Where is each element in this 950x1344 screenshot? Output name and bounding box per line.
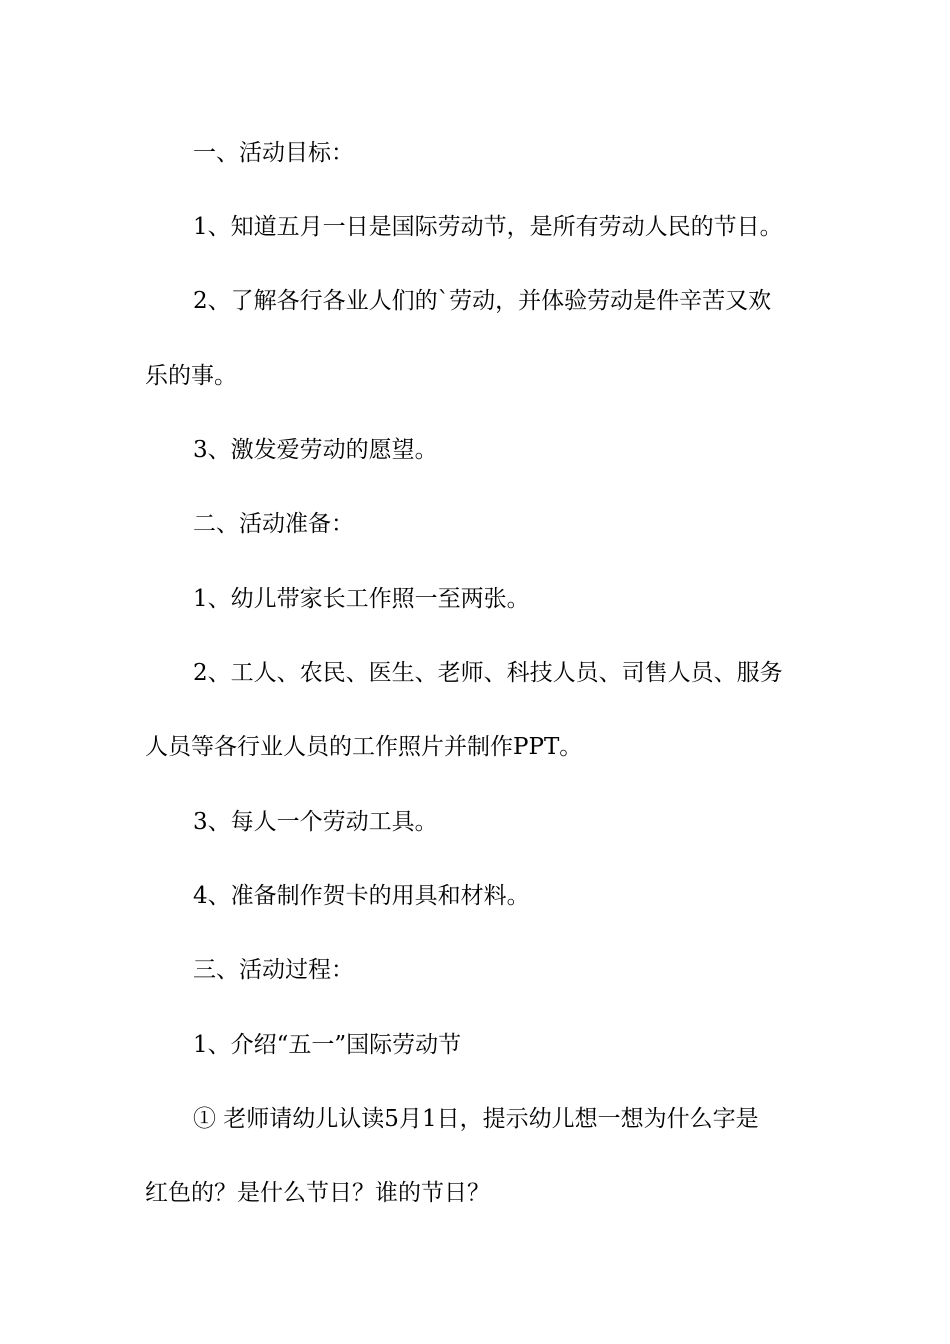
- section-heading-goals: 一、活动目标：: [193, 140, 354, 166]
- process-subitem-1: ① 老师请幼儿认读5月1日，提示幼儿想一想为什么字是: [193, 1106, 759, 1132]
- preparation-item-4: 4、准备制作贺卡的用具和材料。: [193, 883, 530, 909]
- process-item-1: 1、介绍“五一”国际劳动节: [193, 1032, 462, 1058]
- preparation-item-1: 1、幼儿带家长工作照一至两张。: [193, 586, 530, 612]
- goal-item-2: 2、了解各行各业人们的`劳动，并体验劳动是件辛苦又欢: [193, 288, 772, 314]
- goal-item-1: 1、知道五月一日是国际劳动节，是所有劳动人民的节日。: [193, 214, 783, 240]
- goal-item-3: 3、激发爱劳动的愿望。: [193, 437, 438, 463]
- goal-item-2-continued: 乐的事。: [145, 363, 237, 389]
- preparation-item-2: 2、工人、农民、医生、老师、科技人员、司售人员、服务: [193, 660, 783, 686]
- preparation-item-3: 3、每人一个劳动工具。: [193, 809, 438, 835]
- section-heading-preparation: 二、活动准备：: [193, 511, 354, 537]
- process-subitem-1-continued: 红色的？是什么节日？谁的节日？: [145, 1180, 490, 1206]
- section-heading-process: 三、活动过程：: [193, 957, 354, 983]
- preparation-item-2-continued: 人员等各行业人员的工作照片并制作PPT。: [145, 734, 583, 760]
